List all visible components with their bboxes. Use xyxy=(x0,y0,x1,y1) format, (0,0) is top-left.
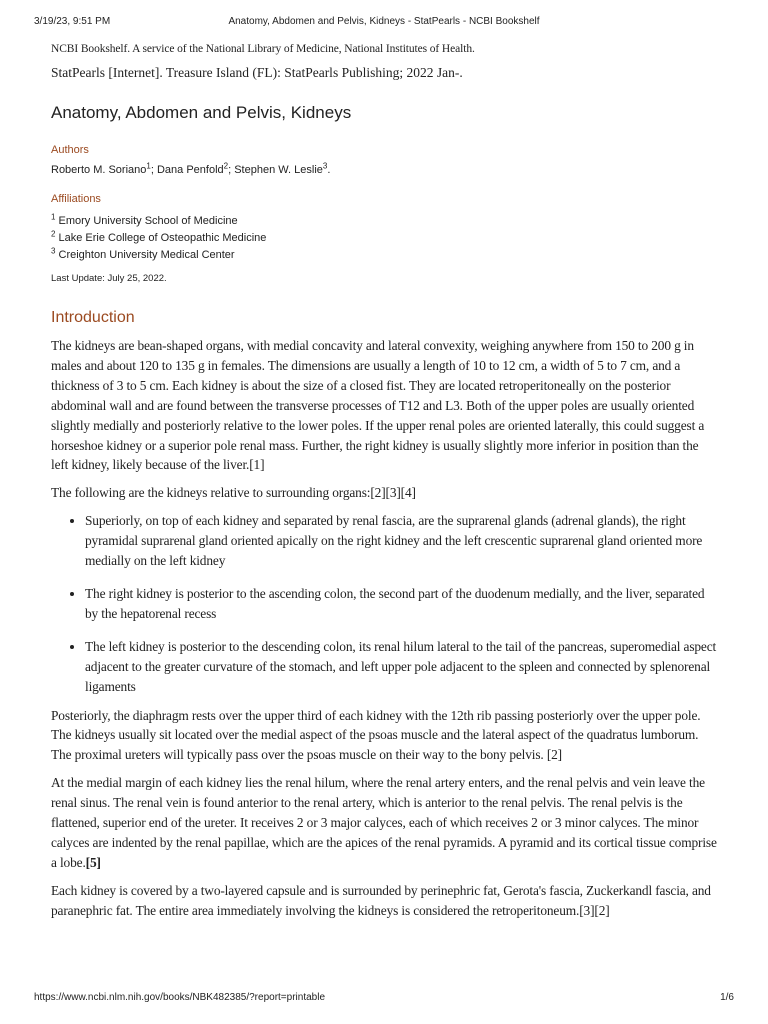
author-name[interactable]: Stephen W. Leslie xyxy=(234,164,323,176)
paragraph-text: The following are the kidneys relative to surrounding organs: xyxy=(51,485,371,501)
author-name[interactable]: Dana Penfold xyxy=(156,164,224,176)
print-url: https://www.ncbi.nlm.nih.gov/books/NBK482385/?report=printable xyxy=(34,992,326,1003)
source-citation: StatPearls [Internet]. Treasure Island (FL): StatPearls Publishing; 2022 Jan-. xyxy=(51,65,463,80)
affiliation-item xyxy=(51,230,718,247)
reference-link[interactable]: [1] xyxy=(249,457,265,473)
affiliations-label[interactable]: Affiliations xyxy=(51,193,101,205)
paragraph-text: The kidneys are bean-shaped organs, with medial concavity and lateral convexity, weighing anywhere from 150 to 200 g in males and about 120 to 135 g in females. The dimensions are usually a length of 10 to 12 cm, a width of 5 to 7 cm, and a thickness of 3 to 5 cm. Each kidney is about the size of a closed fist. They are located retroperitoneally on the posterior abdominal wall and are found between the transverse processes of T12 and L3. Both of the upper poles are usually oriented slightly medially and posteriorly relative to the lower poles. If the upper renal poles are oriented laterally, this could suggest a horseshoe kidney or a superior pole renal mass. Further, the right kidney is usually slightly more inferior in position than the left kidney, likely because of the liver. xyxy=(51,338,705,473)
intro-paragraph xyxy=(51,881,718,921)
affiliation-number: 3 xyxy=(51,246,56,256)
reference-link[interactable]: [3][2] xyxy=(579,902,610,918)
relations-bullet-list xyxy=(51,511,718,696)
affiliation-text: Creighton University Medical Center xyxy=(55,249,235,261)
affiliation-item xyxy=(51,247,718,264)
reference-link[interactable]: [5] xyxy=(85,854,101,870)
author-separator: . xyxy=(327,164,331,176)
paragraph-text: At the medial margin of each kidney lies the renal hilum, where the renal artery enters, and the renal pelvis and vein leave the renal sinus. The renal vein is found anterior to the renal artery, which is anterior to the renal pelvis. The renal pelvis is the flattened, superior end of the ureter. It receives 2 or 3 major calyces, each of which receives 2 or 3 minor calyces. The minor calyces are indented by the renal papillae, which are the apices of the renal pyramids. A pyramid and its cortical tissue comprise a lobe. xyxy=(51,775,717,870)
author-affiliation-sup: 3 xyxy=(322,161,328,171)
paragraph-text: Posteriorly, the diaphragm rests over the upper third of each kidney with the 12th rib passing posteriorly over the upper pole. The kidneys usually sit located over the medial aspect of the psoas muscle and the lateral aspect of the quadratus lumborum. The proximal ureters will typically pass over the psoas muscle on their way to the bony pelvis. xyxy=(51,707,701,763)
print-footer xyxy=(34,992,734,1006)
intro-paragraph xyxy=(51,336,718,475)
ncbi-bookshelf-notice: NCBI Bookshelf. A service of the National Library of Medicine, National Institutes of Health. xyxy=(51,43,475,55)
section-heading-introduction: Introduction xyxy=(51,309,135,326)
affiliation-text: Emory University School of Medicine xyxy=(55,215,238,227)
author-name[interactable]: Roberto M. Soriano xyxy=(51,164,147,176)
print-date: 3/19/23, 9:51 PM xyxy=(34,16,111,27)
print-header xyxy=(34,16,734,30)
bullet-item: • The right kidney is posterior to the ascending colon, the second part of the duodenum medially, and the liver, separated by the hepatorenal recess xyxy=(85,584,718,624)
intro-paragraph xyxy=(51,483,718,503)
article-content xyxy=(51,40,718,921)
affiliation-number: 2 xyxy=(51,229,56,239)
affiliation-list xyxy=(51,213,718,264)
author-affiliation-sup: 2 xyxy=(223,161,229,171)
reference-link[interactable]: [2][3][4] xyxy=(370,485,416,501)
paragraph-text: Each kidney is covered by a two-layered capsule and is surrounded by perinephric fat, Gerota's fascia, Zuckerkandl fascia, and paranephric fat. The entire area immediately involving the kidneys is considered the retroperitoneum. xyxy=(51,882,711,918)
print-page-title: Anatomy, Abdomen and Pelvis, Kidneys - StatPearls - NCBI Bookshelf xyxy=(228,16,540,27)
intro-paragraph xyxy=(51,773,718,873)
author-affiliation-sup: 1 xyxy=(146,161,151,171)
article-title: Anatomy, Abdomen and Pelvis, Kidneys xyxy=(51,103,352,122)
author-list xyxy=(51,161,718,176)
bullet-item: • Superiorly, on top of each kidney and separated by renal fascia, are the suprarenal glands (adrenal glands), the right pyramidal suprarenal gland oriented apically on the right kidney and the left crescentic suprarenal gland oriented more medially on the left kidney xyxy=(85,511,718,571)
last-update: Last Update: July 25, 2022. xyxy=(51,273,167,284)
reference-link[interactable]: [2] xyxy=(546,747,562,763)
affiliation-text: Lake Erie College of Osteopathic Medicine xyxy=(55,232,267,244)
authors-label[interactable]: Authors xyxy=(51,144,89,156)
bullet-item: • The left kidney is posterior to the descending colon, its renal hilum lateral to the tail of the pancreas, superomedial aspect adjacent to the greater curvature of the stomach, and left upper pole adjacent to the spleen and connected by splenorenal ligaments xyxy=(85,637,718,697)
author-separator: ; xyxy=(228,164,235,176)
affiliation-number: 1 xyxy=(51,212,56,222)
page-number: 1/6 xyxy=(720,992,734,1003)
affiliation-item xyxy=(51,213,718,230)
intro-paragraph xyxy=(51,706,718,766)
author-separator: ; xyxy=(150,164,157,176)
